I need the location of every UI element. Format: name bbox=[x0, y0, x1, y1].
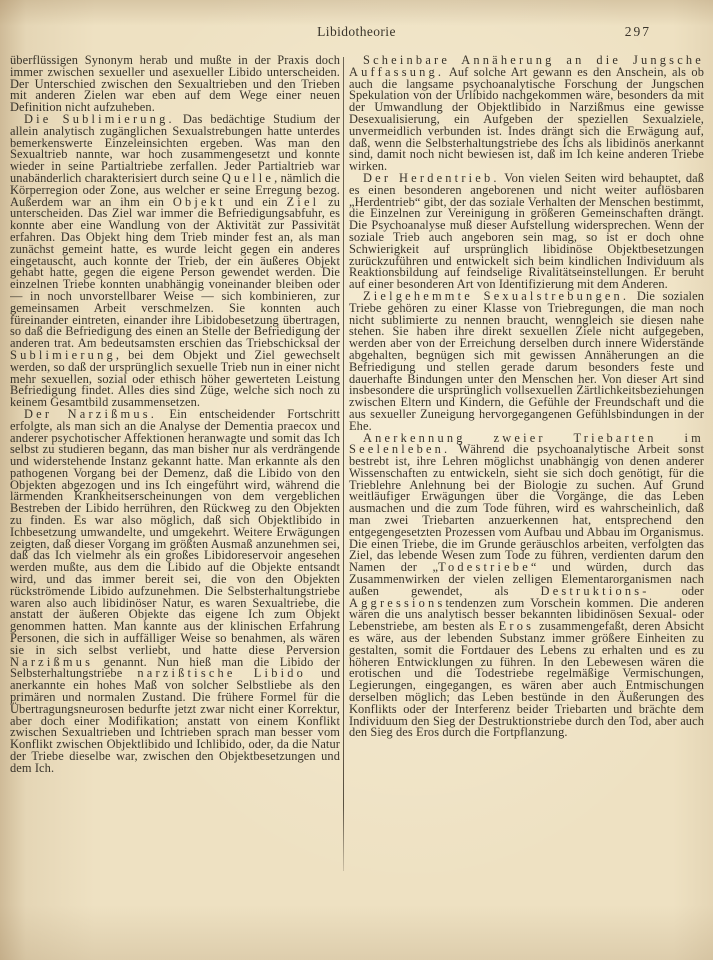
body-text: , bei dem Objekt und Ziel gewechselt werden, so daß der ursprünglich sexuelle Trieb nun in einer nicht mehr sexuellen, sozial oder ethisch höher gewerteten Leistung Befriedigung findet. Alles dies sind Züge, welche sich noch zu keinem Gesamtbild zusammensetzen. bbox=[10, 347, 340, 410]
paragraph bbox=[10, 55, 340, 114]
body-text: Auf solche Art gewann es den Anschein, als ob auch die langsame psychoanalytische Forschung der Jungschen Spekulation von der Urlibido nachgekommen wäre, besonders da mit der Umwandlung der Objektlibido in Narzißmus eine gewisse Desexualisierung, ein Aufgeben der speziellen Sexualziele, unvermeidlich verbunden ist. Indes drängt sich die Erwägung auf, daß, wenn die Selbsterhaltungstriebe des Ichs als libidinös anerkannt sind, damit noch nicht bewiesen ist, daß im Ich keine anderen Triebe wirken. bbox=[349, 64, 704, 174]
body-text: und ein bbox=[225, 194, 287, 209]
body-text: Ein entscheidender Fortschritt erfolgte, als man sich an die Analyse der Dementia praecox und anderer psychotischer Affektionen heranwagte und somit das Ich selbst zu studieren begann, das man bisher nur als verdrängende und widerstehende Instanz gekannt hatte. Man erkannte als den pathogenen Vorgang bei der Demenz, daß die Libido von den Objekten abgezogen und ins Ich eingeführt wird, während die lärmenden Krankheitserscheinungen von dem vergeblichen Bestreben der Libido herrühren, den Rückweg zu den Objekten zu finden. Es war also möglich, daß sich Objektlibido in Ichbesetzung umwandelte, und umgekehrt. Weitere Erwägungen zeigten, daß dieser Vorgang im größten Ausmaß anzunehmen sei, daß das Ich vielmehr als ein großes Libidoreservoir angesehen werden mußte, aus dem die Libido auf die Objekte entsandt wird, und das immer bereit sei, die von den Objekten rückströmende Libido aufzunehmen. Die Selbsterhaltungstriebe waren also auch libidinöser Natur, es waren Sexualtriebe, die anstatt der äußeren Objekte das eigene Ich zum Objekt genommen hatten. Man kannte aus der klinischen Erfahrung Personen, die sich in auffälliger Weise so benahmen, als wären sie in sich selbst verliebt, und hatte diese Perversion bbox=[10, 406, 340, 657]
emphasized-spaced-text: Narzißmus bbox=[10, 654, 94, 669]
paragraph bbox=[10, 406, 340, 775]
paragraph bbox=[349, 288, 704, 433]
paragraph bbox=[349, 430, 704, 740]
body-text: Von vielen Seiten wird behauptet, daß es einen besonderen angeborenen und nicht weiter auflösbaren „Herdentrieb“ gibt, der das soziale Verhalten der Menschen bestimmt, die Einzelnen zur Vereinigung in größeren Gemeinschaften drängt. Die Psychoanalyse muß dieser Aufstellung widersprechen. Wenn der soziale Trieb auch angeboren sein mag, so ist er doch ohne Schwierigkeit auf ursprünglich libidinöse Objektbesetzungen zurückzuführen und entwickelt sich beim kindlichen Individuum als Reaktionsbildung auf feindselige Rivalitätseinstellungen. Er beruht auf einer besonderen Art von Identifizierung mit dem Anderen. bbox=[349, 170, 704, 292]
emphasized-spaced-text: Objekt bbox=[172, 194, 226, 209]
emphasized-spaced-text: narzißtische Libido bbox=[137, 666, 307, 681]
emphasized-spaced-text: Anerkennung zweier Triebarten im Seelenleben. bbox=[349, 430, 704, 457]
emphasized-spaced-text: Der Narzißmus. bbox=[24, 406, 158, 421]
body-text: überflüssigen Synonym herab und mußte in der Praxis doch immer zwischen sexueller und asexueller Libido unterscheiden. Der Unterschied zwischen den Sexualtrieben und den Trieben mit anderen Zielen war eben auf dem Wege einer neuen Definition nicht aufzuheben. bbox=[10, 55, 340, 115]
body-text: oder bbox=[649, 583, 704, 598]
body-text: Die sozialen Triebe gehören zu einer Klasse von Triebregungen, die man noch nicht sublimierte zu nennen braucht, wenngleich sie diesen nahe stehen. Sie haben ihre direkt sexuellen Ziele nicht aufgegeben, werden aber von der Erreichung derselben durch innere Widerstände abgehalten, begnügen sich mit gewissen Annäherungen an die Befriedigung und stellen gerade darum besonders feste und dauerhafte Bindungen unter den Menschen her. Von dieser Art sind insbesondere die ursprünglich vollsexuellen Zärtlichkeitsbeziehungen zwischen Eltern und Kindern, die Gefühle der Freundschaft und die aus sexueller Zuneigung hervorgegangenen Gefühlsbindungen in der Ehe. bbox=[349, 288, 704, 433]
emphasized-spaced-text: Zielgehemmte Sexualstrebungen. bbox=[363, 288, 630, 303]
emphasized-spaced-text: Destruktions- bbox=[540, 583, 650, 598]
page-number: 297 bbox=[624, 24, 651, 39]
column-right bbox=[344, 55, 704, 877]
running-head bbox=[0, 24, 713, 42]
emphasized-spaced-text: Der Herdentrieb. bbox=[363, 170, 500, 185]
body-text: Das bedächtige Studium der allein analytisch zugänglichen Sexualstrebungen hatte unterdes bemerkenswerte Einzeleinsichten ergeben. Was man den Sexualtrieb nannte, war hoch zusammengesetzt und konnte wieder in seine Partialtriebe zerfallen. Jeder Partialtrieb war unabänderlich charakterisiert durch seine bbox=[10, 111, 340, 185]
paragraph bbox=[349, 55, 704, 173]
text-body bbox=[10, 55, 704, 877]
emphasized-spaced-text: Sublimierung bbox=[10, 347, 116, 362]
body-text: und anerkannte ein hohes Maß von solcher Selbstliebe als den primären und normalen Zustand. Die frühere Formel für die Übertragungsneurosen bedurfte jetzt zwar nicht einer Korrektur, aber doch einer Modifikation; anstatt von einem Konflikt zwischen Sexualtrieben und Ichtrieben sprach man besser vom Konflikt zwischen Objektlibido und Ichlibido, oder, da die Natur der Triebe dieselbe war, zwischen den Objektbesetzungen und dem Ich. bbox=[10, 666, 340, 775]
emphasized-spaced-text: Eros bbox=[498, 619, 535, 634]
body-text: , nämlich die Körperregion oder Zone, aus welcher er seine Erregung bezog. Außerdem war an ihm ein bbox=[10, 170, 340, 209]
emphasized-spaced-text: Todestriebe bbox=[438, 560, 531, 575]
emphasized-spaced-text: Die Sublimierung. bbox=[24, 111, 175, 126]
emphasized-spaced-text: Aggressions bbox=[349, 595, 446, 610]
page-title: Libidotheorie bbox=[317, 24, 396, 39]
emphasized-spaced-text: Ziel bbox=[286, 194, 320, 209]
emphasized-spaced-text: Scheinbare Annäherung an die Jungsche Auffassung. bbox=[349, 55, 704, 79]
body-text: Während die psychoanalytische Arbeit sonst bestrebt ist, ihre Lehren möglichst unabhängig von denen anderer Wissenschaften zu entwickeln, sieht sie sich doch genötigt, für die Trieblehre Anlehnung bei der Biologie zu suchen. Auf Grund weitläufiger Erwägungen über die Vorgänge, die das Leben ausmachen und die zum Tode führen, wird es wahrscheinlich, daß man zwei Triebarten anzuerkennen hat, entsprechend den entgegengesetzten Prozessen vom Aufbau und Abbau im Organismus. Die einen Triebe, die im Grunde geräuschlos arbeiten, verfolgten das Ziel, das lebende Wesen zum Tode zu führen, verdienten darum den Namen der „ bbox=[349, 442, 704, 575]
body-text: zusammengefaßt, deren Absicht es wäre, aus der lebenden Substanz immer größere Einheiten zu gestalten, somit die Fortdauer des Lebens zu erhalten und es zu höheren Entwicklungen zu führen. In den Lebewesen wären die erotischen und die Todestriebe regelmäßige Vermischungen, Legierungen, eingegangen, es wären aber auch Entmischungen derselben möglich; das Leben bestünde in den Äußerungen des Konflikts oder der Interferenz beider Triebarten und brächte dem Individuum den Sieg der Destruktionstriebe durch den Tod, aber auch den Sieg des Eros durch die Fortpflanzung. bbox=[349, 619, 704, 740]
body-text: zu unterscheiden. Das Ziel war immer die Befriedigungsabfuhr, es konnte aber eine Wandlung von der Aktivität zur Passivität erfahren. Das Objekt hing dem Trieb minder fest an, als man zunächst gemeint hatte, es wurde leicht gegen ein anderes eingetauscht, auch konnte der Trieb, der ein äußeres Objekt gehabt hatte, gegen die eigene Person gewendet werden. Die einzelnen Triebe konnten unabhängig voneinander bleiben oder — in noch unvorstellbarer Weise — sich kombinieren, zur gemeinsamen Arbeit verschmelzen. Sie konnten auch füreinander eintreten, einander ihre Libidobesetzung übertragen, so daß die Befriedigung des einen an Stelle der Befriedigung der anderen trat. Am bedeutsamsten erschien das Triebschicksal der bbox=[10, 194, 340, 351]
body-text: “ und würden, durch das Zusammenwirken der vielen zelligen Elementarorganismen nach außen gewendet, als bbox=[349, 560, 704, 598]
emphasized-spaced-text: Quelle bbox=[221, 170, 275, 185]
column-left bbox=[10, 55, 343, 877]
paragraph bbox=[349, 170, 704, 292]
body-text: genannt. Nun hieß man die Libido der Selbsterhaltungstriebe bbox=[10, 654, 340, 681]
body-text: tendenzen zum Vorschein kommen. Die anderen wären die uns analytisch besser bekannten libidinösen Sexual- oder Lebenstriebe, am besten als bbox=[349, 595, 704, 634]
paragraph bbox=[10, 111, 340, 410]
